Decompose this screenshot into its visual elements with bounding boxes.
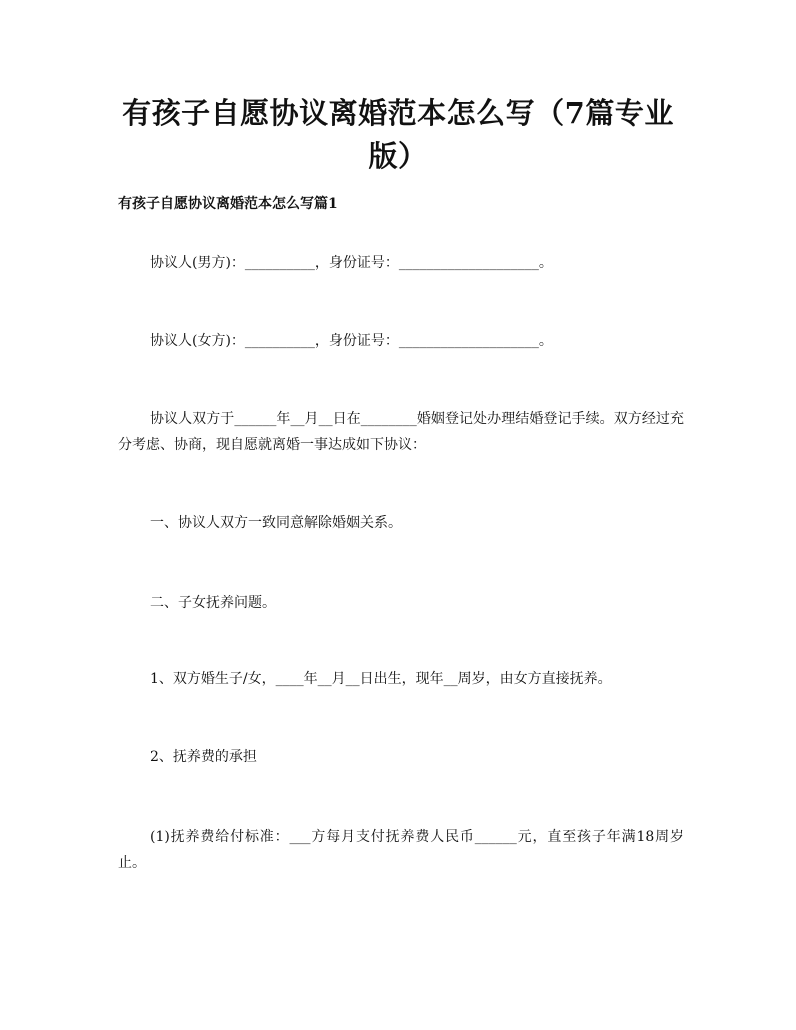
document-title: 有孩子自愿协议离婚范本怎么写（7篇专业版）: [122, 96, 674, 173]
paragraph-clause-dissolve-marriage: 一、协议人双方一致同意解除婚姻关系。: [150, 515, 402, 531]
paragraph-support-heading: 2、抚养费的承担: [150, 749, 257, 765]
paragraph-male-party: 协议人(男方)：__________，身份证号：____________________。: [150, 255, 553, 271]
paragraph-child-details: 1、双方婚生子/女，____年__月__日出生，现年__周岁，由女方直接抚养。: [150, 671, 612, 687]
paragraph-female-party: 协议人(女方)：__________，身份证号：____________________。: [150, 333, 553, 349]
paragraph-support-standard: (1)抚养费给付标准：___方每月支付抚养费人民币______元，直至孩子年满18周岁止。: [118, 829, 684, 871]
section-heading: 有孩子自愿协议离婚范本怎么写篇1: [118, 196, 338, 212]
paragraph-marriage-registration: 协议人双方于______年__月__日在________婚姻登记处办理结婚登记手续。双方经过充分考虑、协商，现自愿就离婚一事达成如下协议：: [118, 411, 684, 453]
paragraph-clause-child-custody: 二、子女抚养问题。: [150, 595, 276, 611]
